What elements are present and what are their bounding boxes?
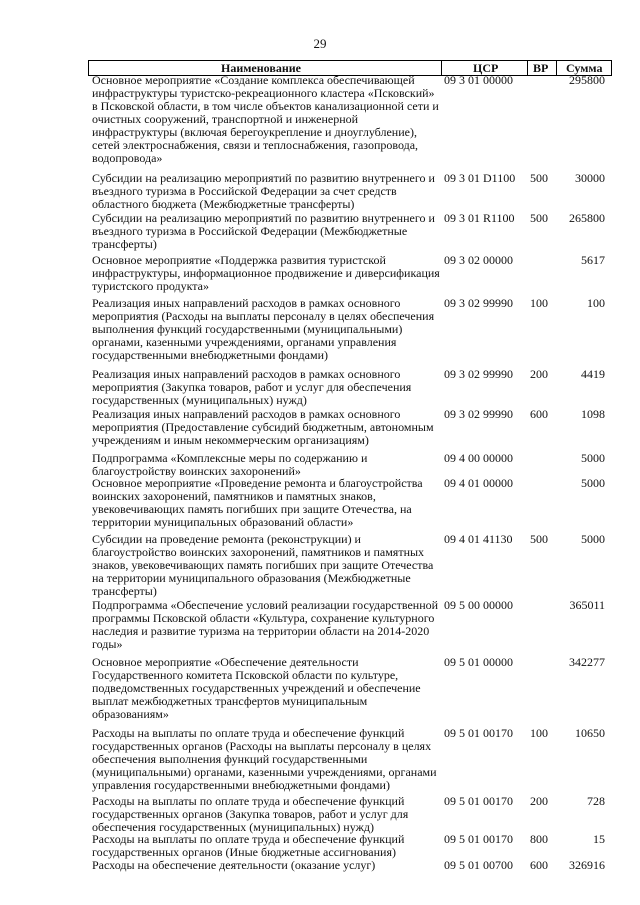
row-sum: 326916 — [569, 858, 605, 872]
header-csr: ЦСР — [473, 61, 499, 75]
row-code: 09 4 00 00000 — [444, 451, 513, 465]
row-sum: 5000 — [581, 451, 605, 465]
row-name: Основное мероприятие «Обеспечение деятельности Государственного комитета Псковской области по культуре, подведомственных государственных учреждений и обеспечение выплат межбюджетных трансфертов муниципальным образованиям» — [92, 655, 421, 721]
row-name: Субсидии на реализацию мероприятий по развитию внутреннего и въездного туризма в Российской Федерации (Межбюджетные трансферты) — [92, 211, 435, 251]
row-vr: 100 — [530, 726, 548, 740]
row-code: 09 5 01 00170 — [444, 794, 513, 808]
header-vr: ВР — [533, 61, 549, 75]
header-sum: Сумма — [566, 61, 603, 75]
row-code: 09 3 01 R1100 — [444, 211, 515, 225]
row-vr: 600 — [530, 858, 548, 872]
row-name: Реализация иных направлений расходов в рамках основного мероприятия (Предоставление субсидий бюджетным, автономным учреждениям и иным некоммерческим организациям) — [92, 407, 434, 447]
row-sum: 10650 — [575, 726, 605, 740]
row-sum: 5000 — [581, 476, 605, 490]
row-name: Расходы на выплаты по оплате труда и обеспечение функций государственных органов (Расходы на выплаты персоналу в целях обеспечения выполнения функций государственными (муниципальными) органами, казенными учреждениями, органами управления государственными внебюджетными фондами) — [92, 726, 437, 792]
row-name: Подпрограмма «Обеспечение условий реализации государственной программы Псковской области «Культура, сохранение культурного наследия и развитие туризма на территории области на 2014-2020 годы» — [92, 598, 439, 651]
row-sum: 728 — [587, 794, 605, 808]
row-vr: 100 — [530, 296, 548, 310]
row-sum: 342277 — [569, 655, 605, 669]
row-vr: 500 — [530, 532, 548, 546]
row-sum: 265800 — [569, 211, 605, 225]
row-name: Реализация иных направлений расходов в рамках основного мероприятия (Закупка товаров, работ и услуг для обеспечения государственных (муниципальных) нужд) — [92, 367, 412, 407]
row-name: Основное мероприятие «Проведение ремонта и благоустройства воинских захоронений, памятников и памятных знаков, увековечивающих память погибших при защите Отечества, на территории муниципальных образований области» — [92, 476, 423, 529]
row-code: 09 3 01 D1100 — [444, 171, 516, 185]
row-sum: 5617 — [581, 253, 605, 267]
row-code: 09 3 02 99990 — [444, 296, 513, 310]
row-code: 09 3 02 00000 — [444, 253, 513, 267]
header-divider — [441, 61, 442, 75]
row-sum: 100 — [587, 296, 605, 310]
row-code: 09 5 01 00000 — [444, 655, 513, 669]
row-name: Основное мероприятие «Поддержка развития туристской инфраструктуры, информационное продвижение и диверсификация туристского продукта» — [92, 253, 440, 293]
row-name: Субсидии на реализацию мероприятий по развитию внутреннего и въездного туризма в Российской Федерации за счет средств областного бюджета (Межбюджетные трансферты) — [92, 171, 435, 211]
row-code: 09 3 01 00000 — [444, 73, 513, 87]
row-name: Расходы на выплаты по оплате труда и обеспечение функций государственных органов (Иные бюджетные ассигнования) — [92, 832, 405, 859]
row-sum: 1098 — [581, 407, 605, 421]
row-sum: 15 — [593, 832, 605, 846]
row-sum: 295800 — [569, 73, 605, 87]
row-vr: 800 — [530, 832, 548, 846]
row-code: 09 3 02 99990 — [444, 407, 513, 421]
header-name: Наименование — [221, 61, 301, 75]
row-sum: 30000 — [575, 171, 605, 185]
header-divider — [527, 61, 528, 75]
row-sum: 365011 — [569, 598, 605, 612]
row-vr: 500 — [530, 171, 548, 185]
row-name: Расходы на обеспечение деятельности (оказание услуг) — [92, 858, 376, 872]
row-name: Субсидии на проведение ремонта (реконструкции) и благоустройство воинских захоронений, памятников и памятных знаков, увековечивающих память погибших при защите Отечества на территории муниципального образования (Межбюджетные трансферты) — [92, 532, 434, 598]
row-code: 09 4 01 41130 — [444, 532, 513, 546]
row-name: Подпрограмма «Комплексные меры по содержанию и благоустройству воинских захоронений» — [92, 451, 368, 478]
row-code: 09 5 01 00170 — [444, 832, 513, 846]
row-name: Основное мероприятие «Создание комплекса обеспечивающей инфраструктуры туристско-рекреационного кластера «Псковский» в Псковской области, в том числе объектов канализационной сети и очистных сооружений, транспортной и инженерной инфраструктуры (включая берегоукрепление и дноуглубление), сетей электроснабжения, связи и теплоснабжения, газопровода, водопровода» — [92, 73, 439, 165]
row-vr: 500 — [530, 211, 548, 225]
row-vr: 200 — [530, 367, 548, 381]
row-vr: 600 — [530, 407, 548, 421]
row-sum: 5000 — [581, 532, 605, 546]
row-code: 09 5 01 00700 — [444, 858, 513, 872]
row-code: 09 4 01 00000 — [444, 476, 513, 490]
row-name: Реализация иных направлений расходов в рамках основного мероприятия (Расходы на выплаты персоналу в целях обеспечения выполнения функций государственными (муниципальными) органами, казенными учреждениями, органами управления государственными внебюджетными фондами) — [92, 296, 435, 362]
row-sum: 4419 — [581, 367, 605, 381]
row-code: 09 3 02 99990 — [444, 367, 513, 381]
header-divider — [556, 61, 557, 75]
row-vr: 200 — [530, 794, 548, 808]
row-code: 09 5 00 00000 — [444, 598, 513, 612]
page-number: 29 — [313, 36, 327, 51]
row-code: 09 5 01 00170 — [444, 726, 513, 740]
row-name: Расходы на выплаты по оплате труда и обеспечение функций государственных органов (Закупка товаров, работ и услуг для обеспечения государственных (муниципальных) нужд) — [92, 794, 409, 834]
